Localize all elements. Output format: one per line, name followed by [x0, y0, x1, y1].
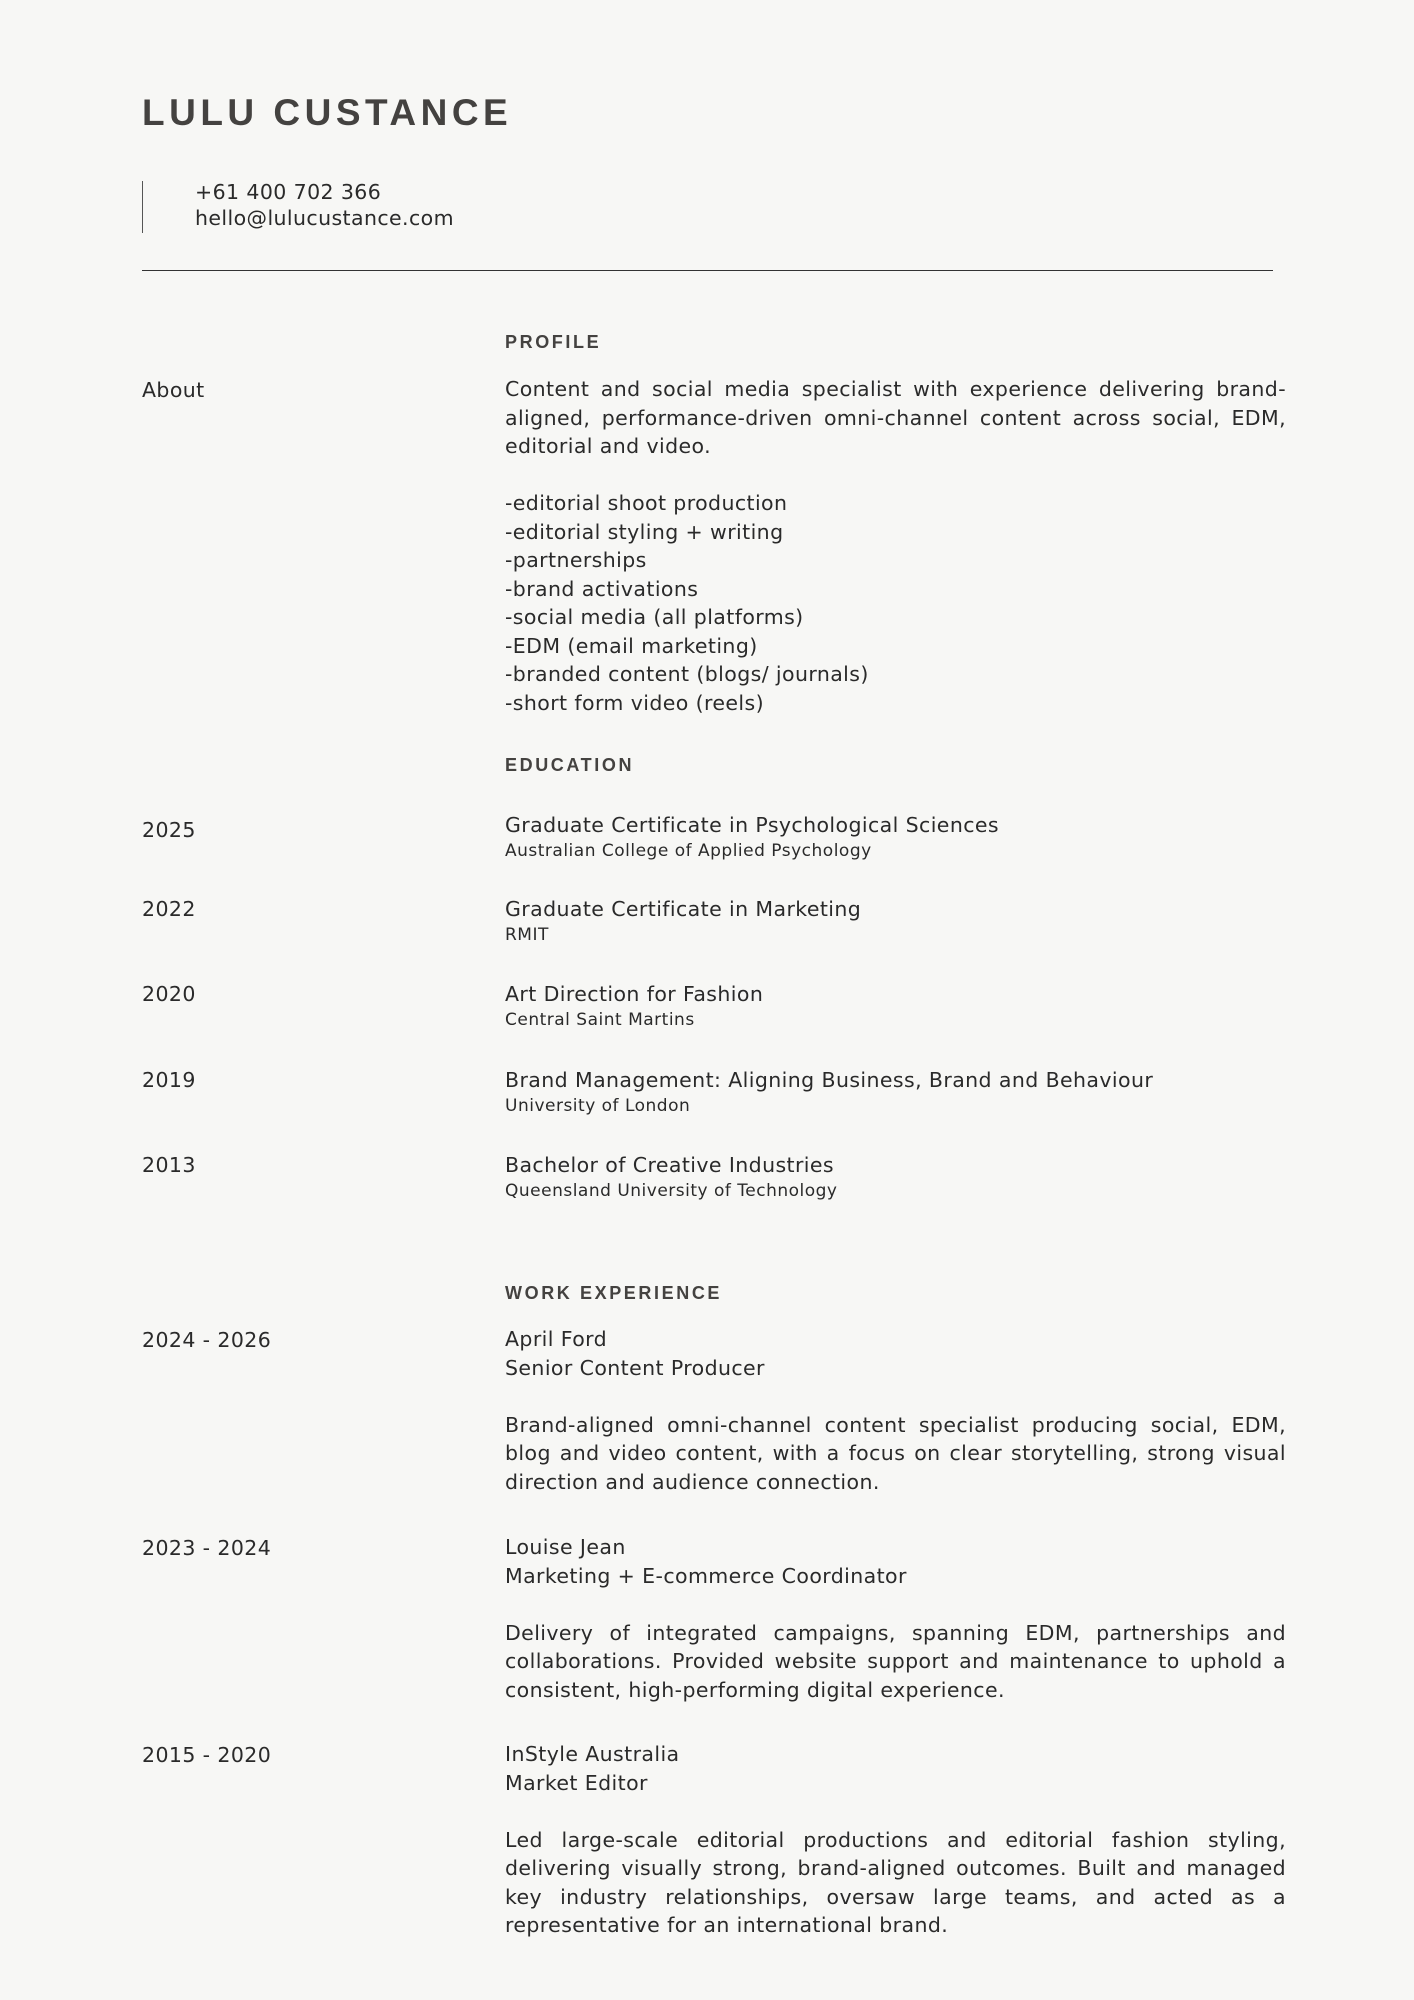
skill-item: -brand activations	[505, 576, 699, 601]
job-entry	[505, 1740, 1286, 1940]
work-experience-heading: WORK EXPERIENCE	[505, 1283, 723, 1303]
job-description: Brand-aligned omni-channel content specialist producing social, EDM, blog and video content, with a focus on clear storytelling, strong visual direction and audience connection.	[505, 1412, 1286, 1494]
job-role: Marketing + E-commerce Coordinator	[505, 1563, 907, 1588]
skill-item: -editorial shoot production	[505, 491, 788, 515]
job-description: Delivery of integrated campaigns, spanning EDM, partnerships and collaborations. Provided website support and maintenance to uphold a consistent, high-performing digital experience.	[505, 1620, 1286, 1702]
education-entry	[505, 980, 1286, 1032]
job-role: Market Editor	[505, 1770, 648, 1795]
skill-item: -editorial styling + writing	[505, 519, 784, 544]
profile-content	[505, 375, 1286, 717]
education-year: 2025	[142, 818, 196, 842]
education-entry	[505, 895, 1286, 947]
education-degree: Art Direction for Fashion	[505, 982, 764, 1006]
job-company: April Ford	[505, 1327, 608, 1351]
candidate-name: LULU CUSTANCE	[142, 92, 513, 133]
education-year: 2019	[142, 1068, 196, 1092]
education-degree: Brand Management: Aligning Business, Brand and Behaviour	[505, 1068, 1154, 1092]
skill-item: -short form video (reels)	[505, 690, 764, 715]
education-institution: Australian College of Applied Psychology	[505, 841, 872, 861]
phone-number[interactable]: +61 400 702 366	[195, 180, 382, 204]
contact-block	[142, 181, 454, 233]
profile-summary: Content and social media specialist with experience delivering brand-aligned, performance-driven omni-channel content across social, EDM, editorial and video.	[505, 377, 1286, 458]
job-period: 2024 - 2026	[142, 1328, 272, 1352]
job-period: 2015 - 2020	[142, 1743, 272, 1767]
education-entry	[505, 1151, 1286, 1203]
job-entry	[505, 1533, 1286, 1704]
education-degree: Bachelor of Creative Industries	[505, 1153, 834, 1177]
education-institution: Queensland University of Technology	[505, 1181, 838, 1201]
education-entry	[505, 1066, 1286, 1118]
header-divider	[142, 270, 1273, 271]
education-year: 2022	[142, 897, 196, 921]
job-company: InStyle Australia	[505, 1742, 680, 1766]
job-entry	[505, 1325, 1286, 1496]
about-label: About	[142, 378, 205, 402]
profile-heading: PROFILE	[505, 332, 602, 352]
skill-item: -social media (all platforms)	[505, 605, 804, 629]
education-institution: University of London	[505, 1096, 691, 1116]
education-heading: EDUCATION	[505, 755, 635, 775]
education-degree: Graduate Certificate in Psychological Sciences	[505, 813, 999, 837]
education-year: 2013	[142, 1153, 196, 1177]
skill-item: -partnerships	[505, 548, 647, 572]
education-entry	[505, 811, 1286, 863]
job-description: Led large-scale editorial productions and editorial fashion styling, delivering visually strong, brand-aligned outcomes. Built and managed key industry relationships, oversaw large teams, and acted as a representative for an international brand.	[505, 1827, 1286, 1937]
job-period: 2023 - 2024	[142, 1536, 272, 1560]
skill-item: -branded content (blogs/ journals)	[505, 662, 869, 686]
job-company: Louise Jean	[505, 1535, 626, 1559]
education-institution: Central Saint Martins	[505, 1010, 695, 1030]
job-role: Senior Content Producer	[505, 1355, 765, 1380]
education-year: 2020	[142, 982, 196, 1006]
skill-item: -EDM (email marketing)	[505, 633, 758, 658]
email-address[interactable]: hello@lulucustance.com	[195, 206, 454, 230]
education-institution: RMIT	[505, 925, 549, 945]
skills-list	[505, 489, 1286, 717]
education-degree: Graduate Certificate in Marketing	[505, 897, 862, 921]
